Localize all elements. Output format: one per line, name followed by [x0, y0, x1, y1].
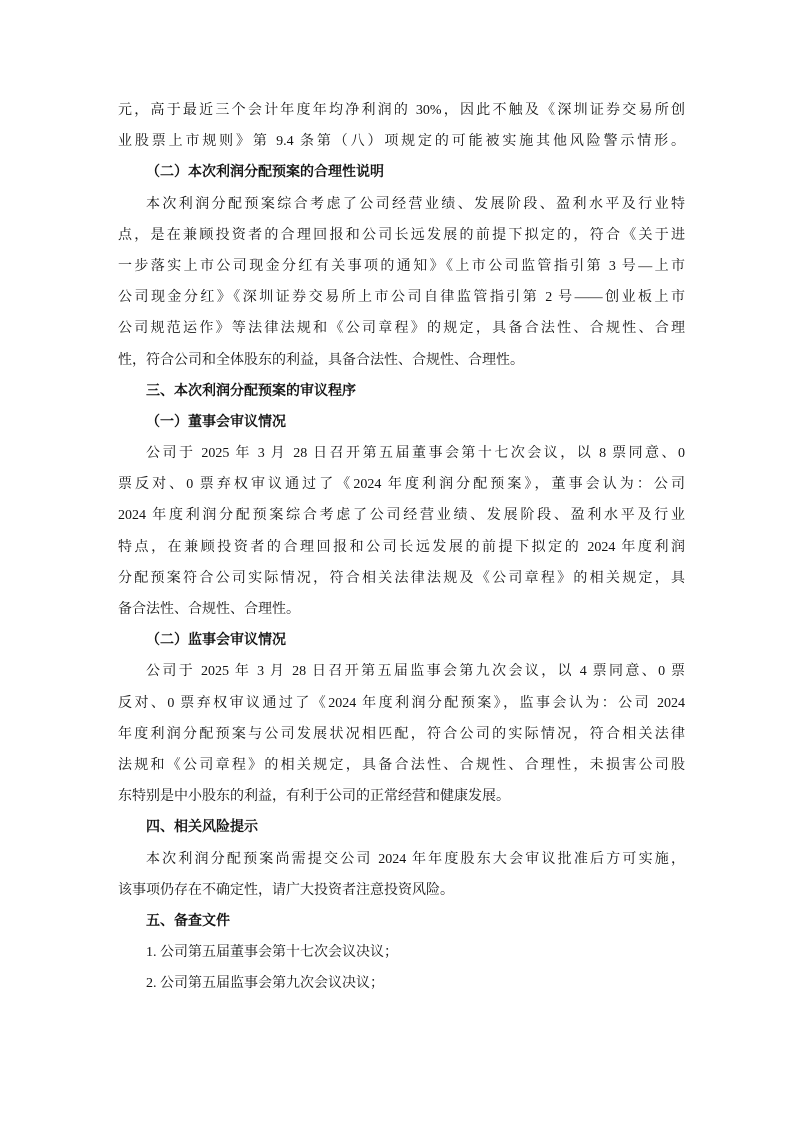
heading-4-risk-notice: [118, 812, 685, 843]
heading-2-plan-rationale: [118, 157, 685, 188]
text-line: 该事项仍存在不确定性，请广大投资者注意投资风险。: [118, 882, 454, 898]
para-risk-notice: [118, 844, 685, 906]
text-line: 分配预案符合公司实际情况，符合相关法律法规及《公司章程》的相关规定，具: [118, 570, 685, 586]
heading-3-1-board-review: [118, 407, 685, 438]
text-line: 特点，在兼顾投资者的合理回报和公司长远发展的前提下拟定的 2024 年度利润: [118, 539, 685, 555]
heading-5-reference-documents: [118, 906, 685, 937]
text-line: （一）董事会审议情况: [146, 414, 286, 430]
text-line: 业股票上市规则》第 9.4 条第（八）项规定的可能被实施其他风险警示情形。: [118, 134, 685, 150]
para-supervisory-review: [118, 656, 685, 812]
text-line: 性，符合公司和全体股东的利益，具备合法性、合规性、合理性。: [118, 352, 524, 368]
text-line: （二）监事会审议情况: [146, 633, 286, 649]
text-line: 点，是在兼顾投资者的合理回报和公司长远发展的前提下拟定的，符合《关于进: [118, 227, 685, 243]
text-line: 四、相关风险提示: [146, 820, 258, 836]
text-line: 公司于 2025 年 3 月 28 日召开第五届董事会第十七次会议，以 8 票同意、0: [146, 446, 685, 462]
text-line: 备合法性、合规性、合理性。: [118, 602, 300, 617]
text-line: 本次利润分配预案综合考虑了公司经营业绩、发展阶段、盈利水平及行业特: [146, 196, 685, 212]
text-line: 1. 公司第五届董事会第十七次会议决议；: [146, 945, 398, 961]
text-line: （二）本次利润分配预案的合理性说明: [146, 165, 384, 181]
text-line: 东特别是中小股东的利益，有利于公司的正常经营和健康发展。: [118, 789, 510, 805]
text-line: 公司规范运作》等法律法规和《公司章程》的规定，具备合法性、合规性、合理: [118, 321, 685, 337]
text-line: 票反对、0 票弃权审议通过了《2024 年度利润分配预案》，董事会认为：公司: [118, 477, 685, 493]
text-line: 法规和《公司章程》的相关规定，具备合法性、合规性、合理性，未损害公司股: [118, 757, 685, 773]
heading-3-review-procedure: [118, 376, 685, 407]
para-delisting-risk-continued: [118, 95, 685, 157]
text-line: 2. 公司第五届监事会第九次会议决议；: [146, 976, 384, 992]
item-supervisory-resolution: [118, 968, 685, 999]
text-line: 一步落实上市公司现金分红有关事项的通知》《上市公司监管指引第 3 号—上市: [118, 258, 685, 274]
text-line: 五、备查文件: [146, 913, 230, 929]
text-line: 年度利润分配预案与公司发展状况相匹配，符合公司的实际情况，符合相关法律: [118, 726, 685, 742]
text-line: 公司于 2025 年 3 月 28 日召开第五届监事会第九次会议，以 4 票同意、0 票: [146, 664, 685, 680]
heading-3-2-supervisory-review: [118, 625, 685, 656]
text-line: 本次利润分配预案尚需提交公司 2024 年年度股东大会审议批准后方可实施，: [146, 851, 685, 867]
item-board-resolution: [118, 937, 685, 968]
text-line: 元，高于最近三个会计年度年均净利润的 30%，因此不触及《深圳证券交易所创: [118, 103, 685, 118]
para-board-review: [118, 438, 685, 625]
text-line: 三、本次利润分配预案的审议程序: [146, 383, 356, 399]
text-line: 反对、0 票弃权审议通过了《2024 年度利润分配预案》，监事会认为：公司 2024: [118, 695, 685, 711]
text-line: 2024 年度利润分配预案综合考虑了公司经营业绩、发展阶段、盈利水平及行业: [118, 508, 685, 524]
text-line: 公司现金分红》《深圳证券交易所上市公司自律监管指引第 2 号——创业板上市: [118, 290, 685, 306]
document-body: [118, 95, 685, 999]
para-plan-rationale: [118, 189, 685, 376]
